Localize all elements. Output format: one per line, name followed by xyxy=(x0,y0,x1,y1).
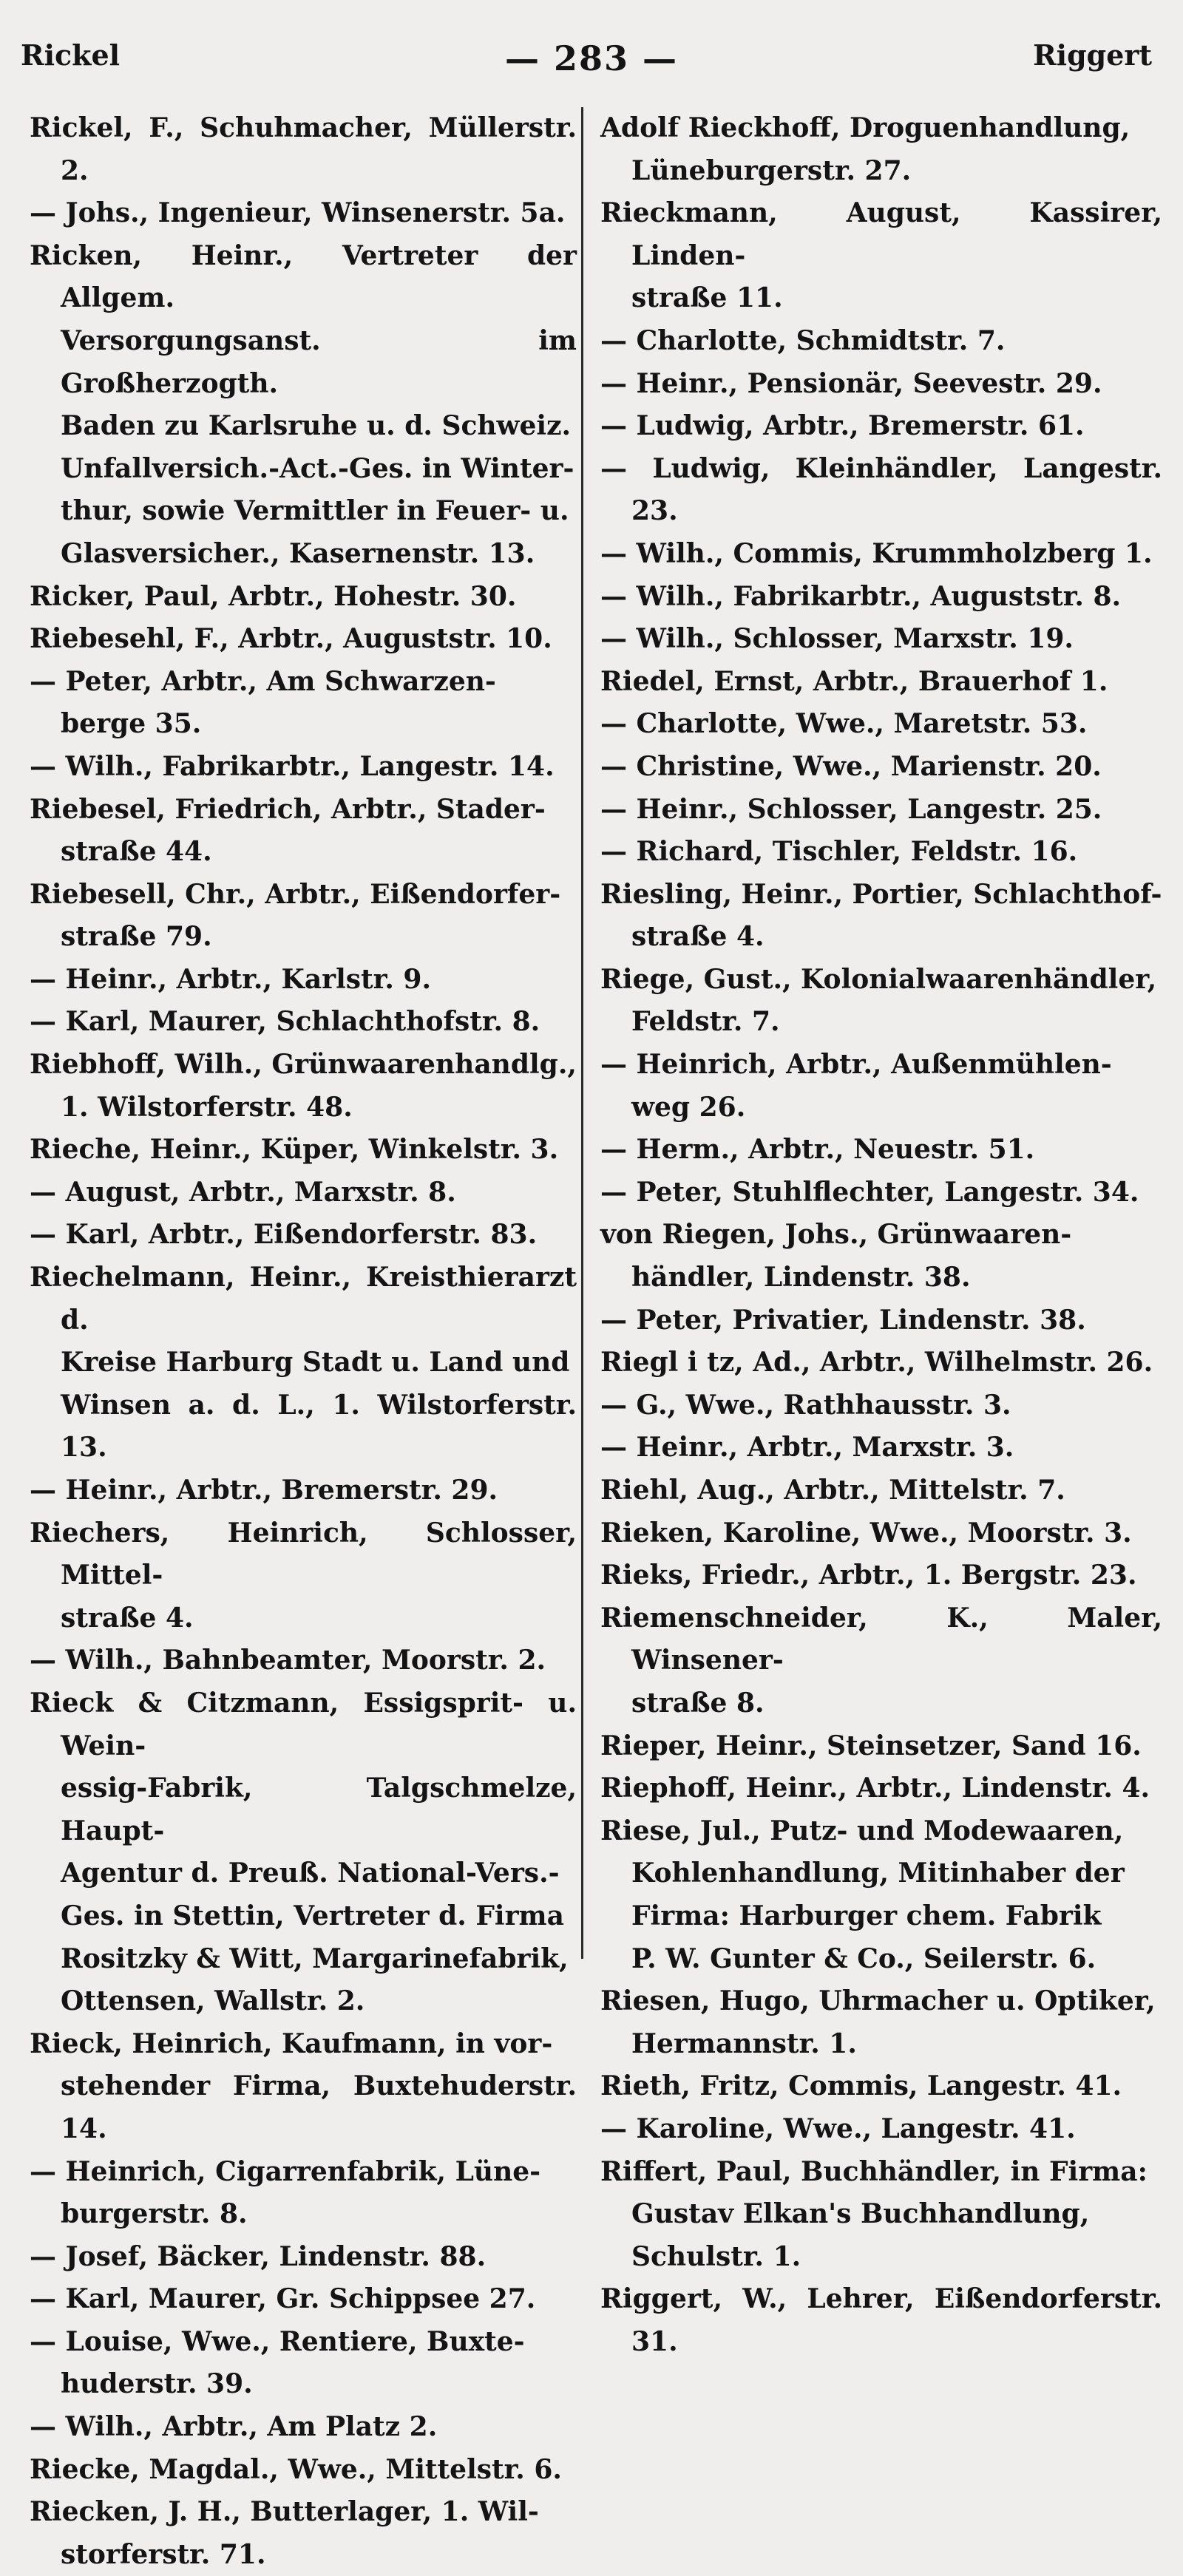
directory-entry: — Heinr., Schlosser, Langestr. 25. xyxy=(600,793,1102,825)
directory-entry: Riesling, Heinr., Portier, Schlachthof- straße 4. xyxy=(600,878,1162,953)
directory-entry: Rieks, Friedr., Arbtr., 1. Bergstr. 23. xyxy=(600,1560,1137,1591)
directory-entry: — Karl, Maurer, Schlachthofstr. 8. xyxy=(30,1006,540,1038)
directory-entry: — Heinr., Pensionär, Seevestr. 29. xyxy=(600,367,1102,399)
directory-entry: Rieken, Karoline, Wwe., Moorstr. 3. xyxy=(600,1517,1132,1549)
directory-entry: — Heinr., Arbtr., Karlstr. 9. xyxy=(30,963,431,995)
directory-entry: Ricker, Paul, Arbtr., Hohestr. 30. xyxy=(30,580,517,612)
left-column xyxy=(30,107,577,2576)
directory-entry: — Charlotte, Wwe., Maretstr. 53. xyxy=(600,708,1088,740)
directory-entry: Rieper, Heinr., Steinsetzer, Sand 16. xyxy=(600,1730,1142,1761)
directory-entry: Riese, Jul., Putz- und Modewaaren, Kohlenhandlung, Mitinhaber der Firma: Harburger chem. Fabrik P. W. Gunter & Co., Seilerstr. 6. xyxy=(600,1815,1125,1974)
directory-entry: Riechelmann, Heinr., Kreisthierarzt d. Kreise Harburg Stadt u. Land und Winsen a. d. L., 1. Wilstorferstr. 13. xyxy=(30,1262,577,1464)
directory-entry: — Christine, Wwe., Marienstr. 20. xyxy=(600,750,1102,782)
column-divider xyxy=(581,107,583,1959)
directory-entry: Rieche, Heinr., Küper, Winkelstr. 3. xyxy=(30,1134,559,1166)
directory-entry: — Wilh., Fabrikarbtr., Langestr. 14. xyxy=(30,750,555,782)
directory-entry: — Charlotte, Schmidtstr. 7. xyxy=(600,324,1006,356)
directory-entry: Riesen, Hugo, Uhrmacher u. Optiker, Hermannstr. 1. xyxy=(600,1985,1156,2059)
directory-entry: — Josef, Bäcker, Lindenstr. 88. xyxy=(30,2240,487,2272)
directory-entry: Riecke, Magdal., Wwe., Mittelstr. 6. xyxy=(30,2453,562,2485)
directory-entry: — Heinr., Arbtr., Bremerstr. 29. xyxy=(30,1475,498,1506)
directory-entry: Rieck, Heinrich, Kaufmann, in vor- stehender Firma, Buxtehuderstr. 14. xyxy=(30,2028,577,2144)
directory-entry: Rieth, Fritz, Commis, Langestr. 41. xyxy=(600,2070,1122,2102)
directory-entry: — G., Wwe., Rathhausstr. 3. xyxy=(600,1389,1011,1421)
directory-entry: — Ludwig, Arbtr., Bremerstr. 61. xyxy=(600,410,1085,442)
directory-entry: Riffert, Paul, Buchhändler, in Firma: Gustav Elkan's Buchhandlung, Schulstr. 1. xyxy=(600,2155,1148,2272)
directory-entry: — Heinr., Arbtr., Marxstr. 3. xyxy=(600,1432,1014,1464)
directory-entry: Riephoff, Heinr., Arbtr., Lindenstr. 4. xyxy=(600,1773,1150,1804)
directory-entry: — Wilh., Fabrikarbtr., Auguststr. 8. xyxy=(600,580,1122,612)
directory-entry: Riebhoff, Wilh., Grünwaarenhandlg., 1. Wilstorferstr. 48. xyxy=(30,1049,577,1123)
directory-entry: Riehl, Aug., Arbtr., Mittelstr. 7. xyxy=(600,1475,1065,1506)
directory-entry: Rickel, F., Schuhmacher, Müllerstr. 2. xyxy=(30,112,577,186)
directory-entry: Riedel, Ernst, Arbtr., Brauerhof 1. xyxy=(600,665,1108,697)
directory-entry: Riege, Gust., Kolonialwaarenhändler, Feldstr. 7. xyxy=(600,963,1157,1038)
directory-entry: — Ludwig, Kleinhändler, Langestr. 23. xyxy=(600,452,1162,527)
directory-entry: — Karoline, Wwe., Langestr. 41. xyxy=(600,2113,1076,2144)
directory-entry: — Peter, Privatier, Lindenstr. 38. xyxy=(600,1304,1086,1336)
directory-entry: Adolf Rieckhoff, Droguenhandlung, Lüneburgerstr. 27. xyxy=(600,112,1131,186)
right-column xyxy=(600,107,1162,2363)
directory-entry: — Karl, Arbtr., Eißendorferstr. 83. xyxy=(30,1219,538,1251)
directory-entry: Rieckmann, August, Kassirer, Linden- straße 11. xyxy=(600,197,1162,314)
directory-entry: Riemenschneider, K., Maler, Winsener- straße 8. xyxy=(600,1602,1162,1719)
directory-entry: — Heinrich, Cigarrenfabrik, Lüne- burgerstr. 8. xyxy=(30,2155,541,2230)
directory-entry: Riebesehl, F., Arbtr., Auguststr. 10. xyxy=(30,623,552,655)
directory-entry: von Riegen, Johs., Grünwaaren- händler, Lindenstr. 38. xyxy=(600,1219,1072,1294)
directory-entry: — Louise, Wwe., Rentiere, Buxte- huderstr. 39. xyxy=(30,2325,525,2400)
directory-entry: — Johs., Ingenieur, Winsenerstr. 5a. xyxy=(30,197,566,229)
directory-entry: Riebesell, Chr., Arbtr., Eißendorfer- straße 79. xyxy=(30,878,561,953)
directory-entry: Riecken, J. H., Butterlager, 1. Wil- storferstr. 71. xyxy=(30,2496,539,2570)
directory-entry: — Wilh., Commis, Krummholzberg 1. xyxy=(600,537,1153,569)
running-head-first-entry: Rickel xyxy=(21,38,121,72)
directory-entry: — Richard, Tischler, Feldstr. 16. xyxy=(600,836,1078,868)
directory-entry: Riggert, W., Lehrer, Eißendorferstr. 31. xyxy=(600,2283,1162,2357)
directory-entry: — Wilh., Schlosser, Marxstr. 19. xyxy=(600,623,1074,655)
directory-entry: Riebesel, Friedrich, Arbtr., Stader- straße 44. xyxy=(30,793,546,868)
directory-entry: — Wilh., Bahnbeamter, Moorstr. 2. xyxy=(30,1645,546,1676)
directory-entry: — Wilh., Arbtr., Am Platz 2. xyxy=(30,2411,438,2443)
directory-entry: — Karl, Maurer, Gr. Schippsee 27. xyxy=(30,2283,536,2315)
directory-entry: Ricken, Heinr., Vertreter der Allgem. Versorgungsanst. im Großherzogth. Baden zu Karlsruhe u. d. Schweiz. Unfallversich.-Act.-Ges. in Winter- thur, sowie Vermittler in Feuer- u. Glasversicher., Kasernenstr. 13. xyxy=(30,239,577,569)
directory-entry: Rieck & Citzmann, Essigsprit- u. Wein- essig-Fabrik, Talgschmelze, Haupt- Agentur d. Preuß. National-Vers.- Ges. in Stettin, Vertreter d. Firma Rositzky & Witt, Margarinefabrik, Ottensen, Wallstr. 2. xyxy=(30,1687,577,2017)
directory-entry: Riegl i tz, Ad., Arbtr., Wilhelmstr. 26. xyxy=(600,1347,1153,1379)
directory-entry: Riechers, Heinrich, Schlosser, Mittel- straße 4. xyxy=(30,1517,577,1634)
directory-entry: — Peter, Stuhlflechter, Langestr. 34. xyxy=(600,1176,1139,1208)
directory-entry: — Peter, Arbtr., Am Schwarzen- berge 35. xyxy=(30,665,496,740)
page-number: — 283 — xyxy=(504,38,679,78)
directory-entry: — Heinrich, Arbtr., Außenmühlen- weg 26. xyxy=(600,1049,1112,1123)
running-head-last-entry: Riggert xyxy=(1033,38,1152,72)
directory-entry: — August, Arbtr., Marxstr. 8. xyxy=(30,1176,456,1208)
directory-entry: — Herm., Arbtr., Neuestr. 51. xyxy=(600,1134,1035,1166)
